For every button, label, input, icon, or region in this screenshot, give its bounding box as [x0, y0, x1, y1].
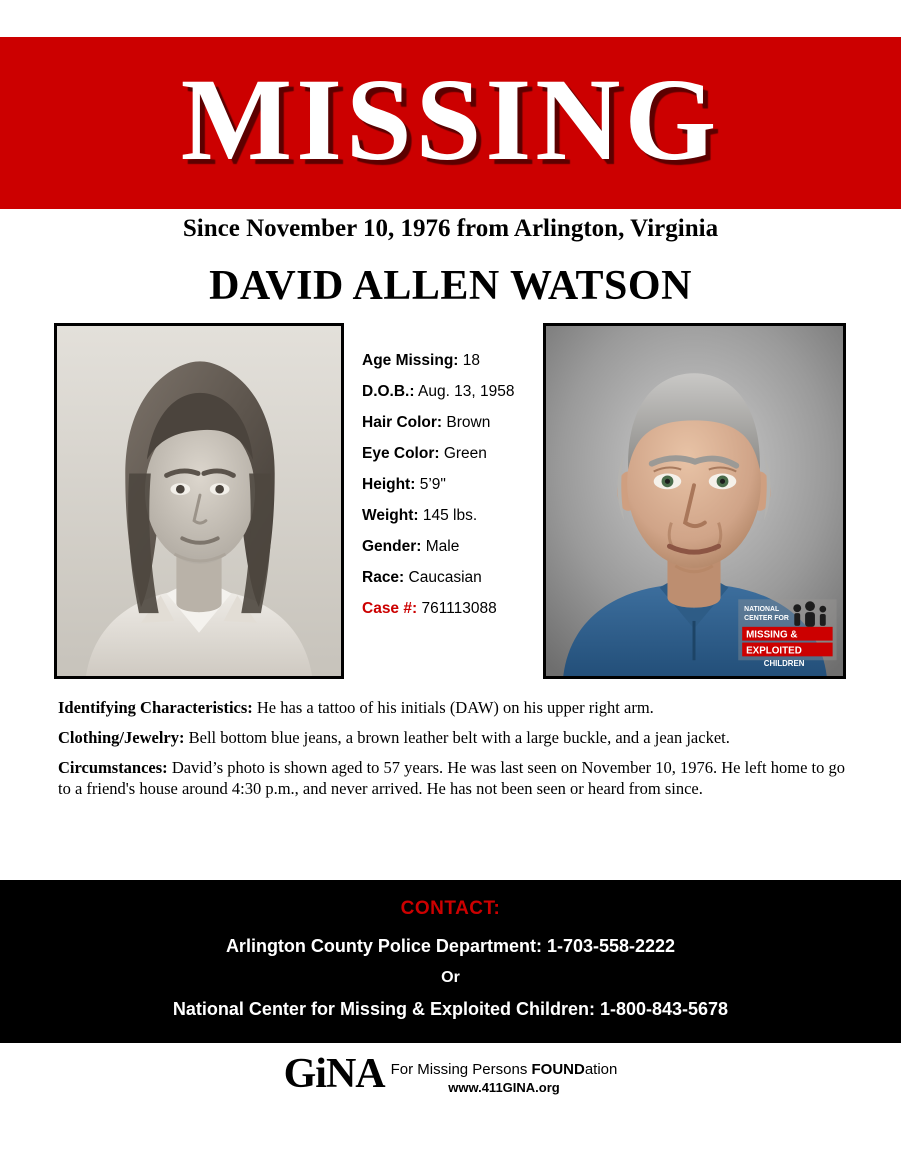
gina-tagline-found: FOUND: [531, 1061, 585, 1078]
footer: [0, 1051, 901, 1097]
gina-logo-wordmark: GiNA: [283, 1051, 385, 1097]
photo-original: [54, 323, 344, 679]
page-title: DAVID ALLEN WATSON: [209, 263, 692, 309]
description-text: He has a tattoo of his initials (DAW) on his upper right arm.: [256, 698, 654, 717]
photo-age-progressed: [543, 323, 846, 679]
svg-text:MISSING &: MISSING &: [746, 629, 798, 641]
description-text: Bell bottom blue jeans, a brown leather belt with a large buckle, and a jean jacket.: [188, 728, 730, 748]
detail-label: Race:: [362, 569, 405, 586]
contact-ncmec-line[interactable]: National Center for Missing & Exploited Children: 1-800-843-5678: [172, 999, 729, 1019]
detail-value: Brown: [446, 414, 491, 431]
missing-since-line: Since November 10, 1976 from Arlington, Virginia: [182, 215, 719, 242]
detail-label: Hair Color:: [362, 414, 443, 431]
detail-row-gender: [362, 538, 542, 556]
identifying-characteristics: [58, 697, 848, 718]
detail-label: Weight:: [362, 507, 419, 524]
detail-row-hair-color: [362, 414, 542, 432]
detail-value: 145 lbs.: [422, 507, 478, 524]
detail-row-age: [362, 352, 542, 370]
gina-tagline-part2: ation: [584, 1061, 618, 1078]
detail-list: [362, 352, 542, 631]
detail-value: Caucasian: [408, 569, 482, 586]
contact-title: CONTACT:: [400, 898, 501, 919]
detail-value: Male: [425, 538, 460, 555]
detail-row-dob: [362, 383, 542, 401]
gina-tagline-part1: For Missing Persons: [390, 1061, 532, 1078]
detail-label: Gender:: [362, 538, 422, 555]
detail-label: D.O.B.:: [362, 383, 415, 400]
gina-logo[interactable]: [283, 1051, 618, 1097]
detail-row-eye-color: [362, 445, 542, 463]
detail-label: Height:: [362, 476, 416, 493]
svg-text:NATIONAL: NATIONAL: [744, 606, 780, 614]
detail-row-weight: [362, 507, 542, 525]
contact-section: [0, 880, 901, 1043]
description-text: David’s photo is shown aged to 57 years. He was last seen on November 10, 1976. He left home to go to a friend's house around 4:30 p.m., and never arrived. He has not been seen or heard from since.: [58, 758, 845, 799]
contact-or-separator: Or: [441, 969, 460, 986]
svg-text:EXPLOITED: EXPLOITED: [746, 645, 802, 657]
detail-value: Aug. 13, 1958: [417, 383, 515, 400]
detail-value: 5’9": [419, 476, 446, 493]
circumstances: [58, 757, 848, 799]
description-label: Clothing/Jewelry:: [58, 728, 185, 748]
gina-url[interactable]: www.411GINA.org: [448, 1080, 560, 1095]
detail-value: 761113088: [421, 600, 497, 617]
svg-text:CENTER FOR: CENTER FOR: [744, 614, 789, 622]
detail-row-case-number: [362, 600, 542, 618]
detail-row-race: [362, 569, 542, 587]
detail-row-height: [362, 476, 542, 494]
contact-police-line[interactable]: Arlington County Police Department: 1-703-558-2222: [225, 936, 676, 956]
clothing-jewelry: [58, 727, 848, 748]
detail-label: Eye Color:: [362, 445, 440, 462]
description-section: [58, 697, 848, 808]
missing-banner-title: MISSING: [180, 54, 721, 185]
detail-label: Age Missing:: [362, 352, 459, 369]
detail-label: Case #:: [362, 600, 418, 617]
missing-banner: [0, 37, 901, 209]
gina-tagline: [391, 1061, 618, 1078]
detail-value: Green: [443, 445, 487, 462]
svg-text:CHILDREN: CHILDREN: [763, 659, 805, 669]
description-label: Circumstances:: [58, 758, 168, 778]
detail-value: 18: [462, 352, 481, 369]
description-label: Identifying Characteristics:: [58, 698, 253, 717]
gina-logo-tagline-group: [385, 1055, 618, 1095]
